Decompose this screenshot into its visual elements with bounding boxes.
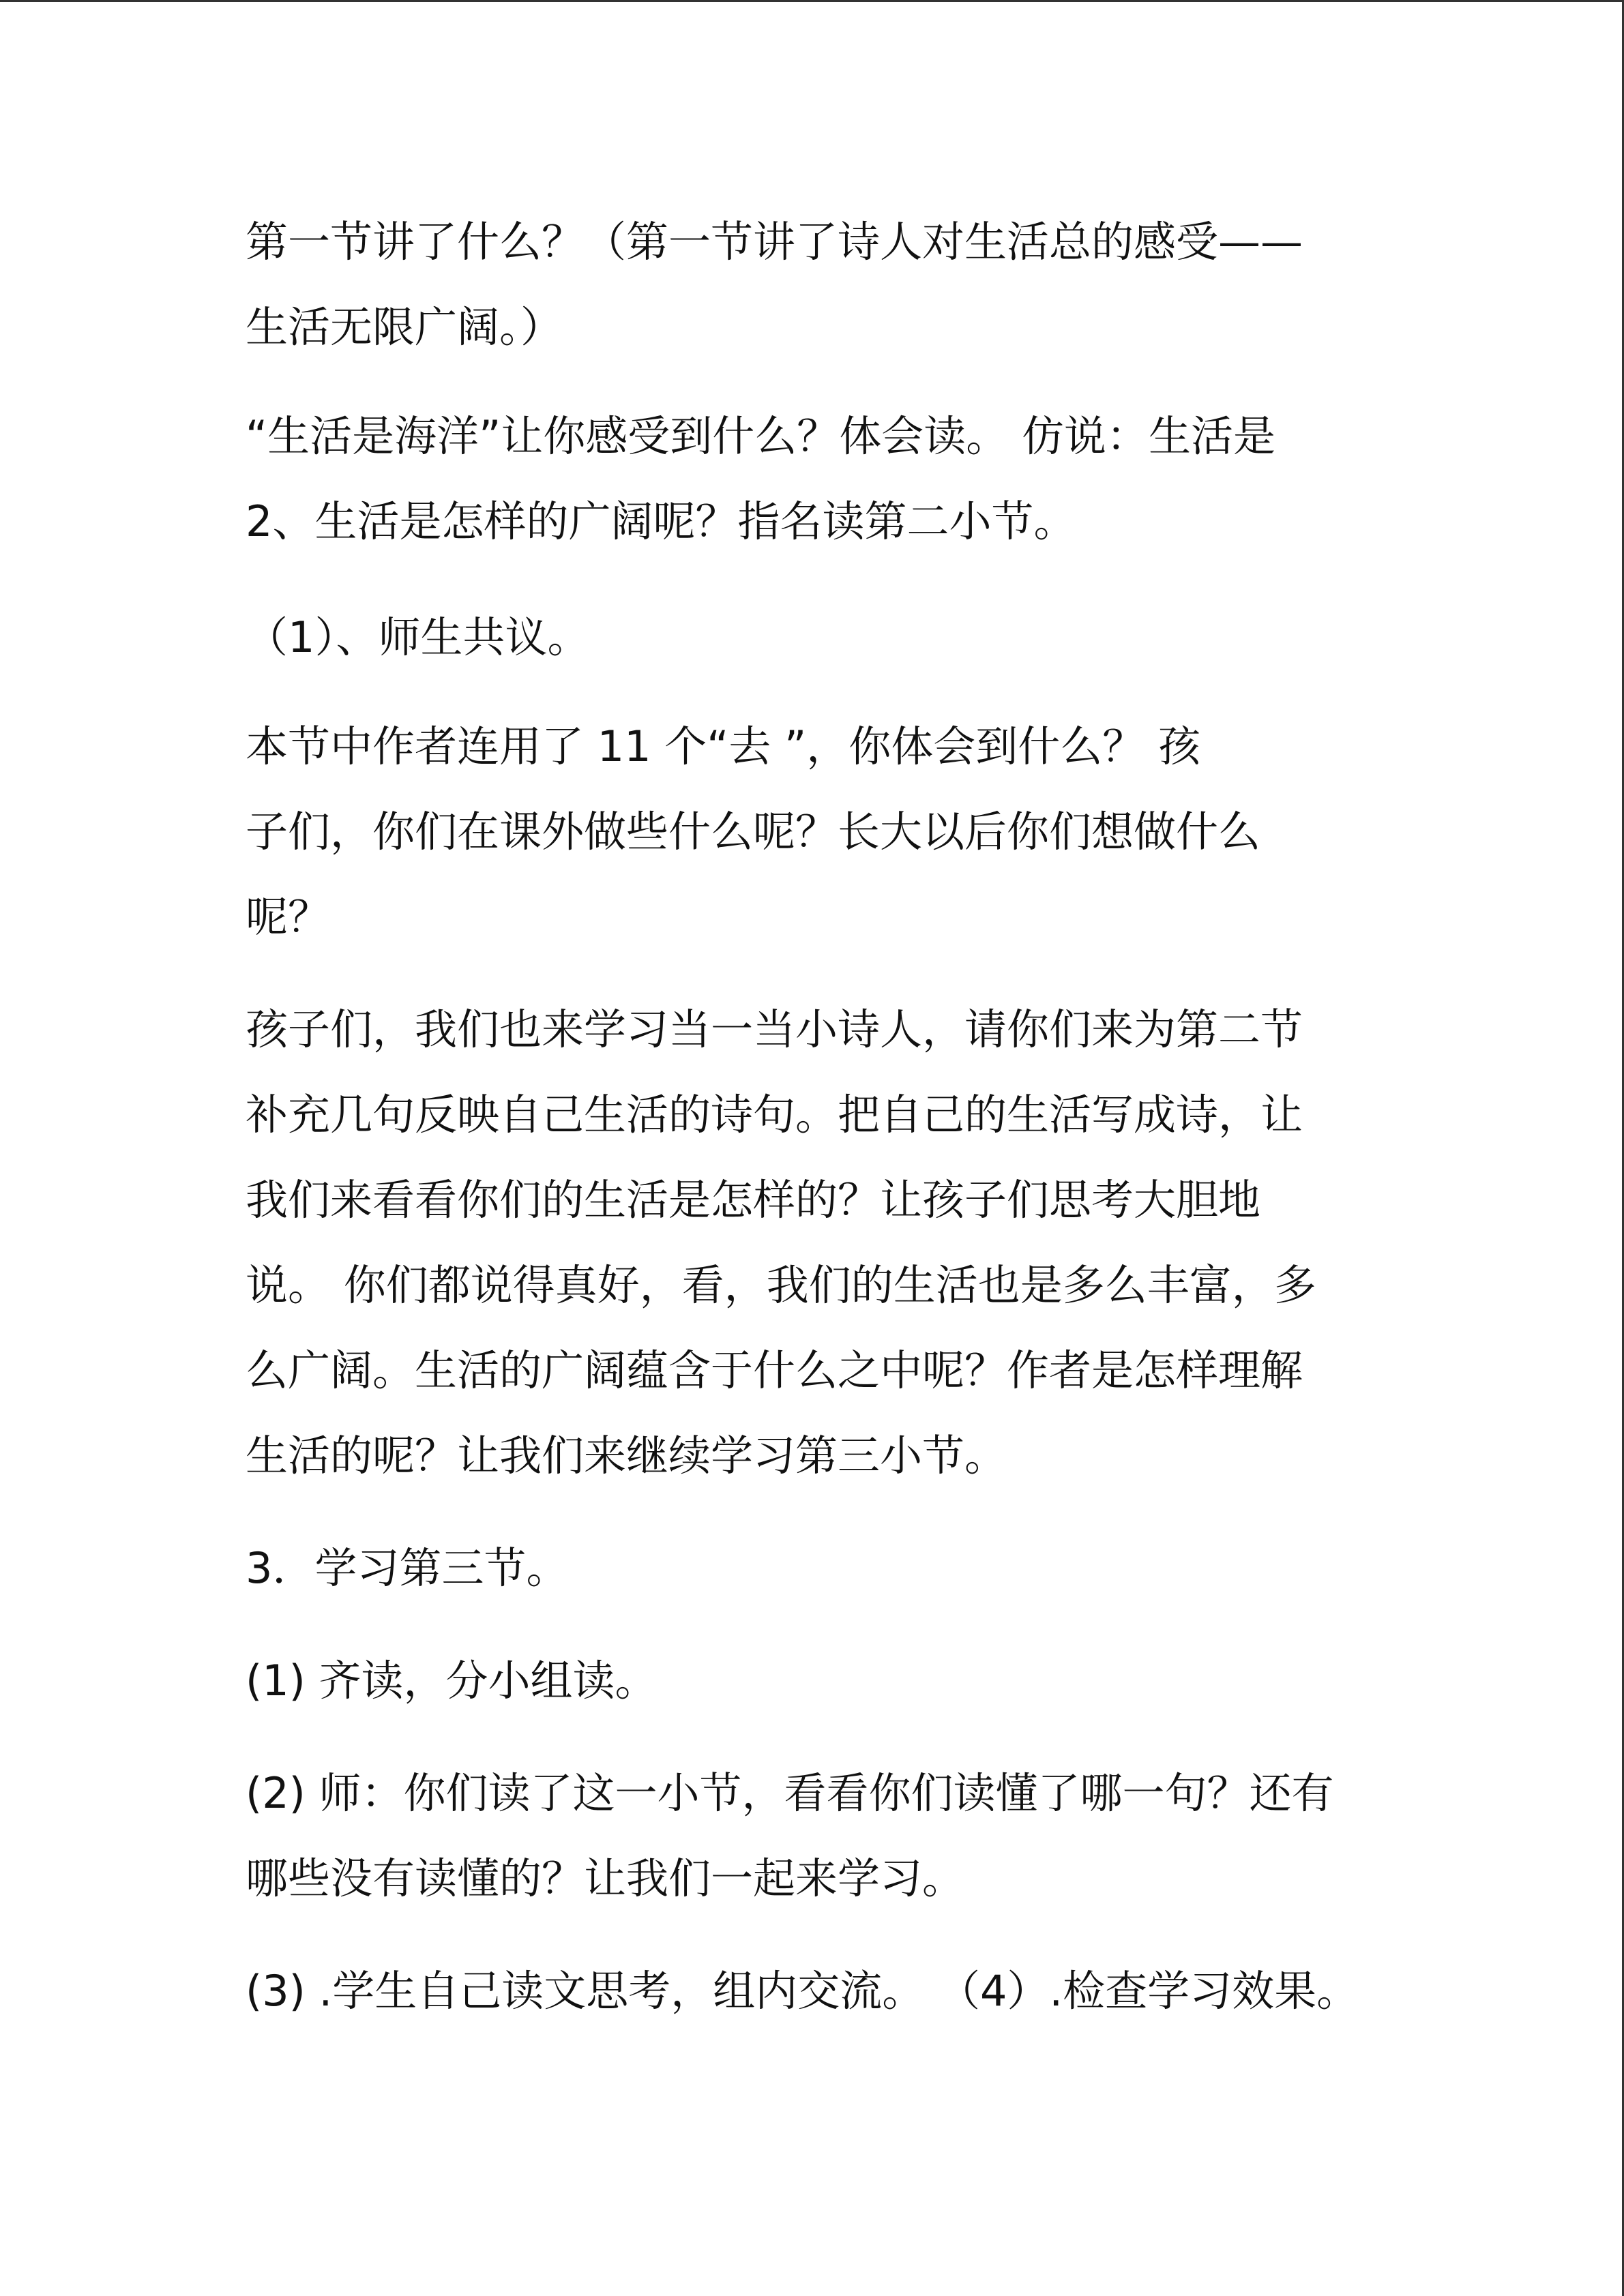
paragraph-5-line-1: 本节中作者连用了 11 个“去 ”，你体会到什么？ 孩	[246, 721, 1200, 771]
paragraph-1-line-1: 第一节讲了什么？（第一节讲了诗人对生活总的感受——	[246, 217, 1303, 267]
paragraph-9-line-2: 哪些没有读懂的？让我们一起来学习。	[246, 1853, 965, 1903]
paragraph-3-line-1: 2、生活是怎样的广阔呢？指名读第二小节。	[246, 496, 1076, 546]
paragraph-8-line-1: (1) 齐读，分小组读。	[246, 1656, 658, 1705]
paragraph-5-line-2: 子们，你们在课外做些什么呢？长大以后你们想做什么	[246, 807, 1261, 856]
paragraph-2-line-1: “生活是海洋”让你感受到什么？体会读。 仿说：生活是	[246, 411, 1275, 461]
paragraph-7-line-1: 3．学习第三节。	[246, 1543, 569, 1593]
paragraph-9-line-1: (2) 师：你们读了这一小节，看看你们读懂了哪一句？还有	[246, 1768, 1334, 1818]
paragraph-5-line-3: 呢？	[246, 892, 331, 942]
paragraph-6-line-4: 说。 你们都说得真好，看，我们的生活也是多么丰富，多	[246, 1260, 1316, 1310]
paragraph-10-line-1: (3) .学生自己读文思考，组内交流。 （4）.检查学习效果。	[246, 1966, 1359, 2016]
paragraph-1-line-2: 生活无限广阔。）	[246, 302, 563, 352]
paragraph-6-line-3: 我们来看看你们的生活是怎样的？让孩子们思考大胆地	[246, 1175, 1261, 1225]
paragraph-6-line-5: 么广阔。生活的广阔蕴含于什么之中呢？作者是怎样理解	[246, 1345, 1303, 1395]
paragraph-6-line-2: 补充几句反映自己生活的诗句。把自己的生活写成诗，让	[246, 1090, 1303, 1139]
paragraph-6-line-6: 生活的呢？让我们来继续学习第三小节。	[246, 1431, 1007, 1480]
paragraph-4-line-1: （1）、师生共议。	[246, 612, 590, 662]
paragraph-6-line-1: 孩子们，我们也来学习当一当小诗人，请你们来为第二节	[246, 1004, 1303, 1054]
